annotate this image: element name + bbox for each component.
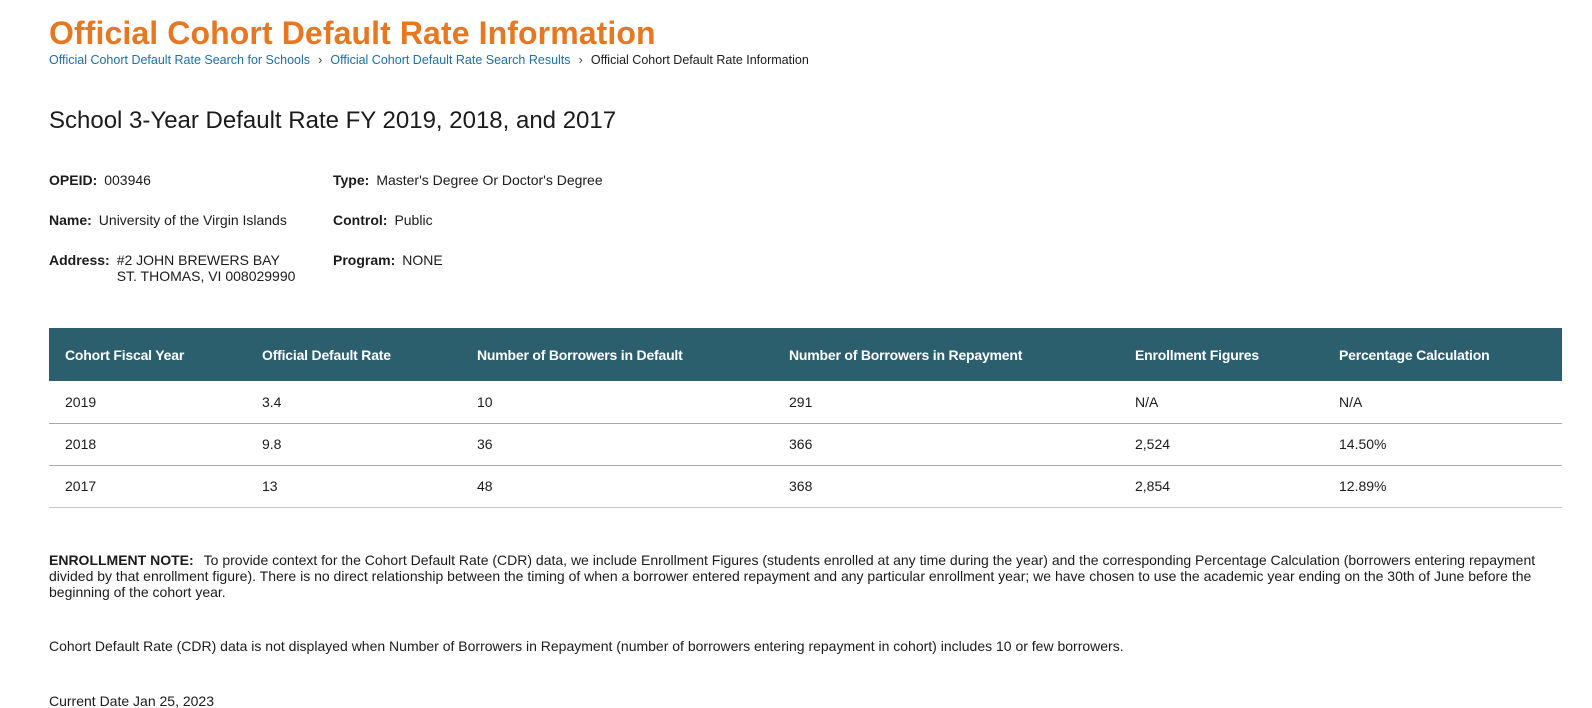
cdr-display-note: Cohort Default Rate (CDR) data is not displayed when Number of Borrowers in Repayment (number of borrowers entering repayment in cohort) includes 10 or few borrowers. bbox=[49, 638, 1124, 654]
table-row bbox=[49, 381, 1562, 423]
header-cohort-fiscal-year: Cohort Fiscal Year bbox=[65, 346, 185, 363]
page-title: Official Cohort Default Rate Information bbox=[49, 15, 656, 51]
header-enrollment-figures: Enrollment Figures bbox=[1135, 346, 1259, 363]
cell-percentage-calculation: 14.50% bbox=[1323, 423, 1562, 465]
cell-borrowers-in-default: 36 bbox=[461, 423, 773, 465]
cell-borrowers-in-repayment: 366 bbox=[773, 423, 1119, 465]
table-row bbox=[49, 465, 1562, 507]
chevron-right-icon: › bbox=[318, 52, 323, 67]
address-line-2: ST. THOMAS, VI 008029990 bbox=[116, 268, 296, 284]
address-label: Address: bbox=[49, 252, 110, 268]
name-label: Name: bbox=[49, 212, 92, 228]
address-line-1: #2 JOHN BREWERS BAY bbox=[116, 252, 280, 268]
cell-official-default-rate: 13 bbox=[246, 465, 461, 507]
address-field bbox=[49, 252, 295, 284]
name-field bbox=[49, 212, 287, 228]
opeid-value: 003946 bbox=[104, 172, 151, 188]
control-value: Public bbox=[394, 212, 433, 228]
opeid-label: OPEID: bbox=[49, 172, 98, 188]
cell-enrollment-figures: 2,854 bbox=[1119, 465, 1323, 507]
default-rate-table bbox=[49, 328, 1562, 508]
program-field bbox=[333, 252, 443, 268]
cell-borrowers-in-default: 48 bbox=[461, 465, 773, 507]
breadcrumb-link-search-results[interactable]: Official Cohort Default Rate Search Results bbox=[330, 52, 571, 67]
cell-enrollment-figures: N/A bbox=[1119, 381, 1323, 423]
header-borrowers-in-repayment: Number of Borrowers in Repayment bbox=[789, 346, 1023, 363]
cell-percentage-calculation: 12.89% bbox=[1323, 465, 1562, 507]
cell-borrowers-in-default: 10 bbox=[461, 381, 773, 423]
table-row bbox=[49, 423, 1562, 465]
type-field bbox=[333, 172, 603, 188]
control-field bbox=[333, 212, 433, 228]
breadcrumb-link-search-for-schools[interactable]: Official Cohort Default Rate Search for Schools bbox=[49, 52, 311, 67]
cell-cohort-fiscal-year: 2018 bbox=[49, 423, 246, 465]
enrollment-note bbox=[49, 552, 1562, 600]
table-header-row bbox=[49, 328, 1562, 381]
cell-cohort-fiscal-year: 2017 bbox=[49, 465, 246, 507]
name-value: University of the Virgin Islands bbox=[98, 212, 287, 228]
breadcrumb-current: Official Cohort Default Rate Information bbox=[590, 52, 809, 67]
type-value: Master's Degree Or Doctor's Degree bbox=[376, 172, 603, 188]
cell-borrowers-in-repayment: 291 bbox=[773, 381, 1119, 423]
cell-borrowers-in-repayment: 368 bbox=[773, 465, 1119, 507]
header-percentage-calculation: Percentage Calculation bbox=[1339, 346, 1490, 363]
breadcrumb bbox=[49, 52, 809, 67]
header-borrowers-in-default: Number of Borrowers in Default bbox=[477, 346, 683, 363]
cell-enrollment-figures: 2,524 bbox=[1119, 423, 1323, 465]
cell-percentage-calculation: N/A bbox=[1323, 381, 1562, 423]
section-heading: School 3-Year Default Rate FY 2019, 2018, and 2017 bbox=[49, 107, 617, 134]
cell-cohort-fiscal-year: 2019 bbox=[49, 381, 246, 423]
control-label: Control: bbox=[333, 212, 388, 228]
enrollment-note-text: To provide context for the Cohort Default Rate (CDR) data, we include Enrollment Figures (students enrolled at any time during the year) and the corresponding Percentage Calculation (borrowers entering repayment divided by that enrollment figure). There is no direct relationship between the timing of when a borrower entered repayment and any particular enrollment year; we have chosen to use the academic year ending on the 30th of June before the beginning of the cohort year. bbox=[49, 552, 1536, 600]
header-official-default-rate: Official Default Rate bbox=[262, 346, 391, 363]
current-date: Current Date Jan 25, 2023 bbox=[49, 693, 214, 708]
program-value: NONE bbox=[402, 252, 443, 268]
program-label: Program: bbox=[333, 252, 396, 268]
type-label: Type: bbox=[333, 172, 370, 188]
chevron-right-icon: › bbox=[578, 52, 583, 67]
enrollment-note-label: ENROLLMENT NOTE: bbox=[49, 552, 194, 568]
cell-official-default-rate: 9.8 bbox=[246, 423, 461, 465]
opeid-field bbox=[49, 172, 151, 188]
address-value bbox=[117, 252, 296, 284]
cell-official-default-rate: 3.4 bbox=[246, 381, 461, 423]
